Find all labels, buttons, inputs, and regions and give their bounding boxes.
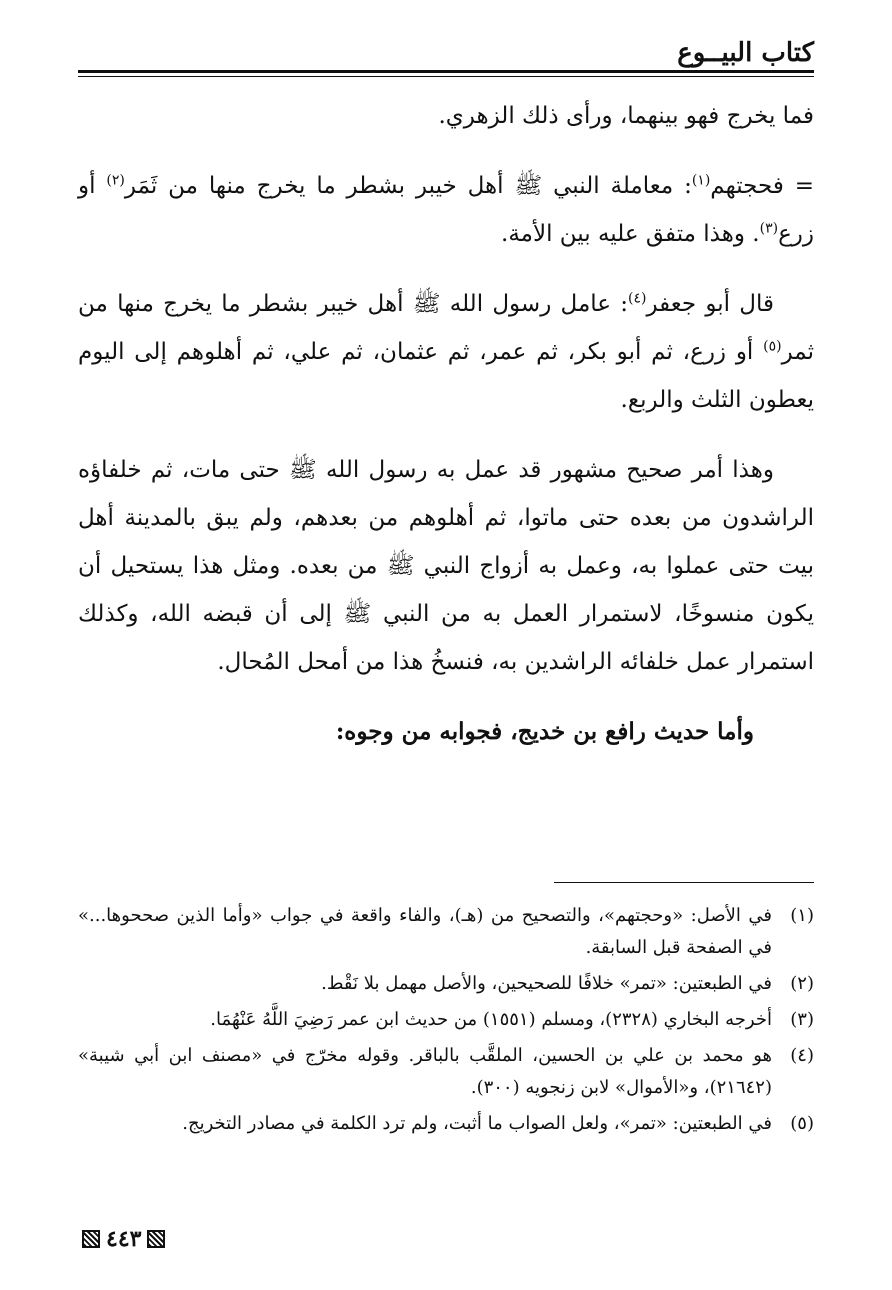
paragraph-4: وهذا أمر صحيح مشهور قد عمل به رسول الله ﷺ حتى مات، ثم خلفاؤه الراشدون من بعده حتى ماتوا، ثم أهلوهم من بعدهم، ولم يبق بالمدينة أهل بيت حتى عملوا به، وعمل به أزواج النبي ﷺ من بعده. ومثل هذا يستحيل أن يكون منسوخًا، لاستمرار العمل به من النبي ﷺ إلى أن قبضه الله، وكذلك استمرار عمل خلفائه الراشدين به، فنسخُ هذا من أمحل المُحال. [78, 457, 814, 675]
paragraph-1: فما يخرج فهو بينهما، ورأى ذلك الزهري. [438, 103, 814, 129]
paragraph-3-part-b: : عامل رسول الله ﷺ أهل خيبر بشطر ما يخرج منها من ثمر [78, 291, 814, 365]
paragraph-2-part-a: = فحجتهم [710, 173, 815, 199]
footnote-number: (٢) [790, 973, 814, 994]
paragraph-3 [78, 280, 814, 424]
footnote-number: (٥) [790, 1113, 814, 1134]
footnote-2 [78, 968, 814, 1000]
paragraph-2-part-c: أو زرع [78, 173, 814, 247]
footnote-ref-1: (١) [691, 172, 711, 189]
footnote-4 [78, 1040, 814, 1104]
footnote-ref-4: (٤) [628, 290, 647, 307]
footnotes [78, 900, 814, 1144]
section-heading: وأما حديث رافع بن خديج، فجوابه من وجوه: [335, 718, 754, 745]
page-number-block [76, 1226, 171, 1252]
ornament-icon [147, 1230, 165, 1248]
footnote-ref-3: (٣) [759, 220, 779, 237]
paragraph-2-part-b: : معاملة النبي ﷺ أهل خيبر بشطر ما يخرج منها من ثَمَر [124, 173, 692, 199]
footnote-text: في الطبعتين: «تمر»، ولعل الصواب ما أثبت، ولم ترد الكلمة في مصادر التخريج. [182, 1113, 772, 1134]
footnote-number: (١) [790, 905, 814, 926]
footnote-text: في الأصل: «وحجتهم»، والتصحيح من (هـ)، والفاء واقعة في جواب «وأما الذين صححوها...» في الصفحة قبل السابقة. [78, 905, 772, 958]
footnote-5 [78, 1108, 814, 1140]
header-rule-thick [78, 70, 814, 73]
footnote-text: في الطبعتين: «تمر» خلافًا للصحيحين، والأصل مهمل بلا نَقْط. [321, 973, 772, 994]
footnote-text: هو محمد بن علي بن الحسين، الملقَّب بالباقر. وقوله مخرّج في «مصنف ابن أبي شيبة» (٢١٦٤٢)، و«الأموال» لابن زنجويه (٣٠٠). [78, 1045, 772, 1098]
running-header: كتاب البيــوع [677, 38, 814, 68]
footnote-text: أخرجه البخاري (٢٣٢٨)، ومسلم (١٥٥١) من حديث ابن عمر رَضِيَ اللَّهُ عَنْهُمَا. [210, 1009, 772, 1030]
page-number: ٤٤٣ [106, 1226, 142, 1252]
ornament-icon [82, 1230, 100, 1248]
footnote-separator [554, 882, 814, 883]
paragraph-2 [78, 162, 814, 258]
footnote-number: (٣) [790, 1009, 814, 1030]
footnote-ref-5: (٥) [763, 338, 782, 355]
paragraph-3-part-c: أو زرع، ثم أبو بكر، ثم عمر، ثم عثمان، ثم علي، ثم أهلوهم إلى اليوم يعطون الثلث والربع. [78, 339, 814, 413]
footnote-3 [78, 1004, 814, 1036]
footnote-ref-2: (٢) [106, 172, 125, 189]
header-rule-thin [78, 76, 814, 77]
paragraph-3-part-a: قال أبو جعفر [646, 291, 774, 317]
main-text [78, 92, 814, 778]
paragraph-2-part-d: . وهذا متفق عليه بين الأمة. [501, 221, 760, 247]
footnote-number: (٤) [790, 1045, 814, 1066]
footnote-1 [78, 900, 814, 964]
